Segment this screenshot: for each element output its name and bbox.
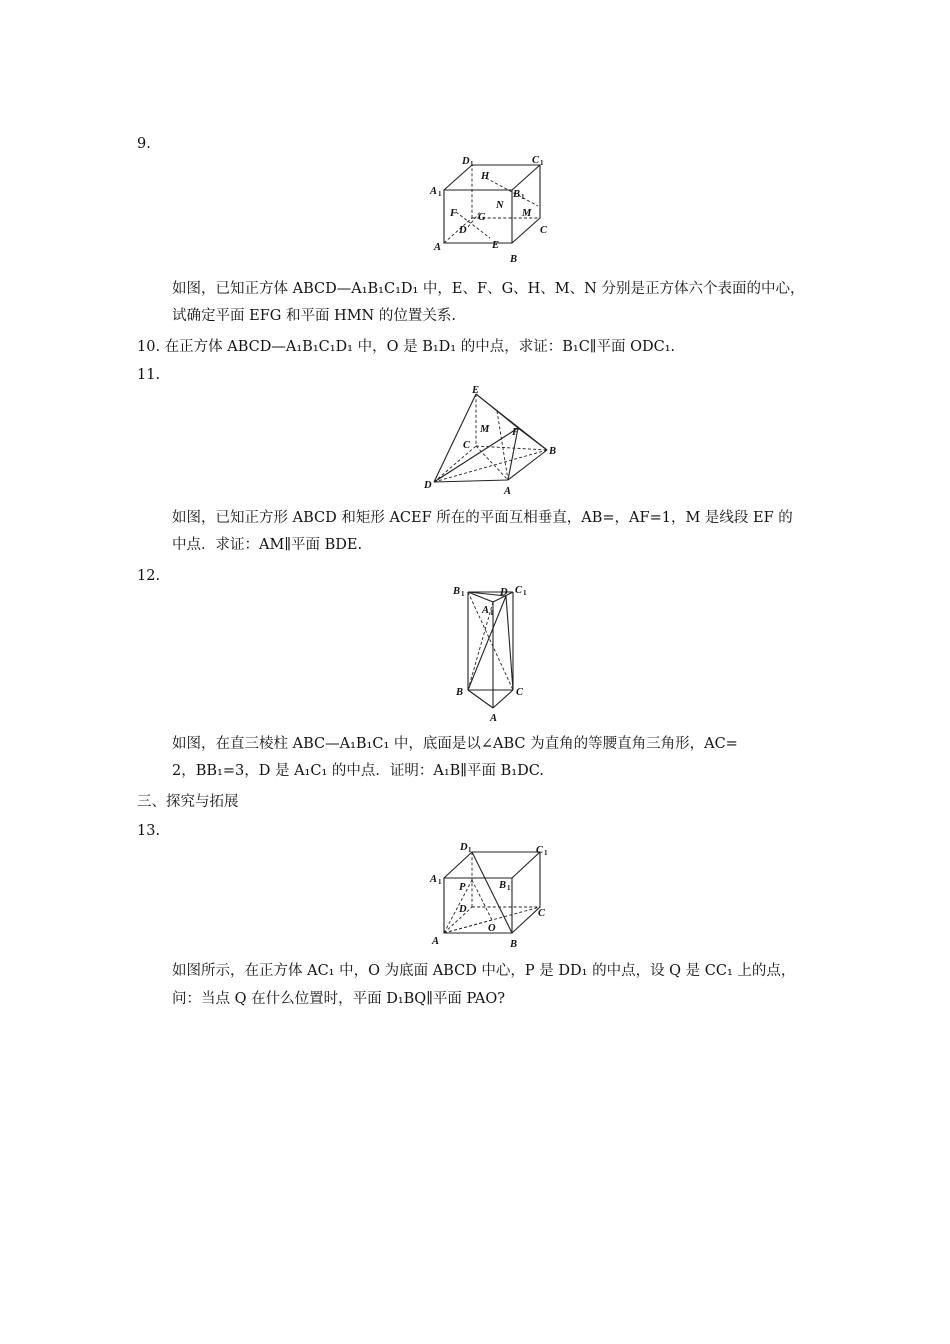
- label-a: A: [434, 242, 442, 253]
- problem-11-number: 11.: [137, 367, 161, 383]
- label-d: D: [500, 587, 508, 598]
- svg-text:1: 1: [521, 193, 525, 201]
- label-b: B: [549, 446, 557, 457]
- label-h: H: [481, 171, 490, 182]
- label-d: D: [459, 904, 467, 915]
- label-c: C: [540, 225, 548, 236]
- label-c: C: [538, 908, 546, 919]
- problem-13-number: 13.: [137, 823, 161, 839]
- problem-12-prism-figure: [448, 580, 538, 726]
- svg-text:1: 1: [438, 190, 442, 198]
- label-b: B: [456, 687, 464, 698]
- label-a1: A: [482, 605, 490, 616]
- problem-9-cube-figure: [428, 150, 553, 268]
- label-f: F: [512, 427, 520, 438]
- label-c: C: [463, 440, 471, 451]
- label-c1: C: [536, 845, 544, 856]
- problem-10-number: 10.: [137, 339, 161, 355]
- problem-10-text: 在正方体 ABCD—A₁B₁C₁D₁ 中，O 是 B₁D₁ 的中点，求证：B₁C∥平面 ODC₁.: [164, 339, 676, 355]
- label-d: D: [459, 225, 467, 236]
- problem-9-text-line2: 试确定平面 EFG 和平面 HMN 的位置关系.: [172, 308, 456, 324]
- label-b1: B: [513, 189, 521, 200]
- svg-text:1: 1: [468, 846, 472, 854]
- label-n: N: [496, 200, 504, 211]
- problem-13-cube-figure: [428, 836, 553, 954]
- problem-11-text-line1: 如图，已知正方形 ABCD 和矩形 ACEF 所在的平面互相垂直，AB=，AF=1，M 是线段 EF 的: [172, 510, 793, 526]
- label-d: D: [424, 480, 432, 491]
- svg-text:1: 1: [523, 589, 527, 597]
- label-m: M: [480, 424, 490, 435]
- label-a: A: [490, 713, 498, 724]
- label-b1: B: [499, 880, 507, 891]
- label-f: F: [450, 208, 458, 219]
- label-a: A: [504, 486, 512, 497]
- svg-text:1: 1: [490, 609, 494, 617]
- problem-12-text-line2: 2，BB₁=3，D 是 A₁C₁ 的中点．证明：A₁B∥平面 B₁DC.: [172, 763, 544, 779]
- svg-text:1: 1: [540, 159, 544, 167]
- problem-12-number: 12.: [137, 568, 161, 584]
- label-c1: C: [532, 155, 540, 166]
- label-a1: A: [430, 874, 438, 885]
- section-heading: 三、探究与拓展: [137, 794, 239, 810]
- label-a: A: [432, 936, 440, 947]
- svg-text:1: 1: [461, 590, 465, 598]
- problem-9-text-line1: 如图，已知正方体 ABCD—A₁B₁C₁D₁ 中，E、F、G、H、M、N 分别是正方体六个表面的中心，: [172, 281, 805, 297]
- label-p: P: [459, 882, 466, 893]
- label-b: B: [510, 939, 518, 950]
- problem-13-text-line1: 如图所示，在正方体 AC₁ 中，O 为底面 ABCD 中心，P 是 DD₁ 的中点，设 Q 是 CC₁ 上的点，: [172, 963, 796, 979]
- label-d1: D: [462, 156, 470, 167]
- svg-text:1: 1: [470, 160, 474, 168]
- label-c: C: [516, 687, 524, 698]
- svg-text:1: 1: [507, 884, 511, 892]
- label-a1: A: [430, 186, 438, 197]
- label-o: O: [488, 923, 496, 934]
- label-c1: C: [515, 585, 523, 596]
- label-e: E: [472, 385, 480, 396]
- problem-9-number: 9.: [137, 136, 151, 152]
- label-m: M: [522, 208, 532, 219]
- label-b: B: [510, 254, 518, 265]
- problem-13-text-line2: 问：当点 Q 在什么位置时，平面 D₁BQ∥平面 PAO?: [172, 991, 506, 1007]
- svg-text:1: 1: [544, 849, 548, 857]
- label-d1: D: [460, 842, 468, 853]
- problem-10: [137, 337, 675, 357]
- problem-11-pyramid-figure: [420, 384, 565, 499]
- problem-11-text-line2: 中点．求证：AM∥平面 BDE.: [172, 537, 363, 553]
- svg-text:1: 1: [438, 878, 442, 886]
- label-e: E: [492, 240, 500, 251]
- label-g: G: [478, 212, 486, 223]
- label-b1: B: [453, 586, 461, 597]
- problem-12-text-line1: 如图，在直三棱柱 ABC—A₁B₁C₁ 中，底面是以∠ABC 为直角的等腰直角三角形，AC=: [172, 736, 738, 752]
